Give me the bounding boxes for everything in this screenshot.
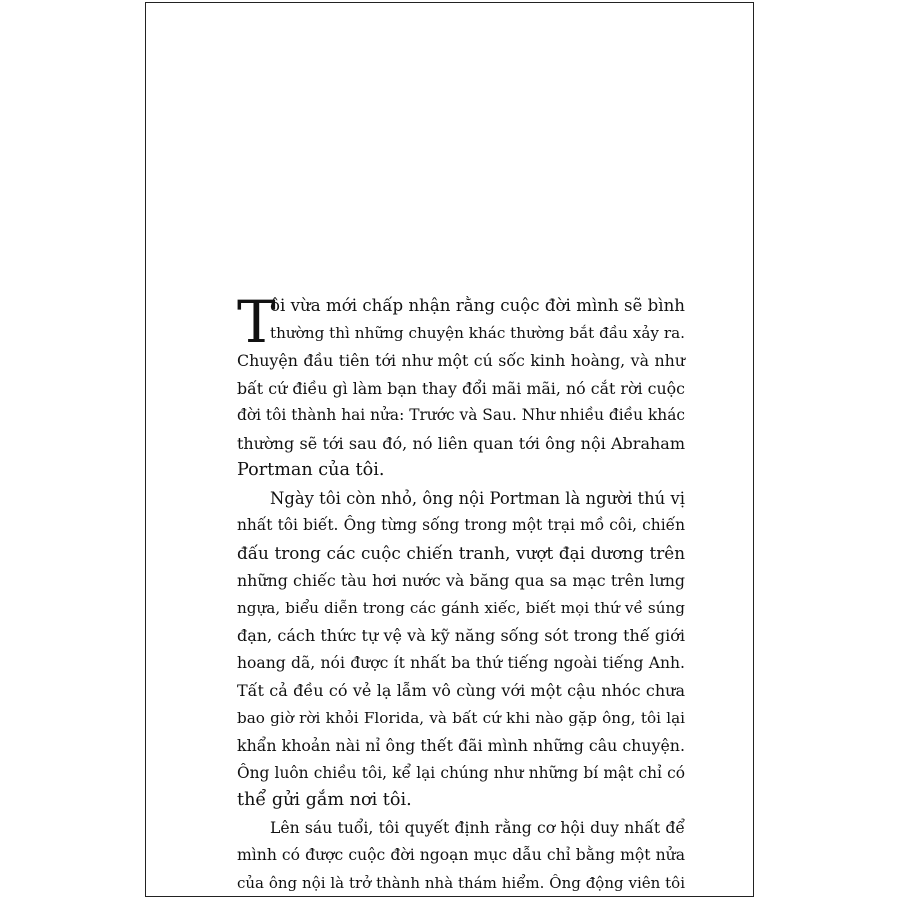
text-line: Chuyện đầu tiên tới như một cú sốc kinh hoàng, và như — [237, 351, 685, 370]
text-line: nhất tôi biết. Ông từng sống trong một trại mồ côi, chiến — [237, 516, 685, 534]
paragraph-2 — [237, 485, 685, 815]
text-line: Ông luôn chiều tôi, kể lại chúng như những bí mật chỉ có — [237, 763, 685, 782]
text-line: Ngày tôi còn nhỏ, ông nội Portman là người thú vị — [270, 488, 685, 508]
text-line: thể gửi gắm nơi tôi. — [237, 790, 412, 810]
text-line: ngựa, biểu diễn trong các gánh xiếc, biết mọi thứ về súng — [237, 598, 685, 617]
paragraph-3 — [237, 815, 685, 898]
text-line: đạn, cách thức tự vệ và kỹ năng sống sót trong thế giới — [237, 626, 685, 645]
text-line: Portman của tôi. — [237, 460, 385, 480]
text-line: bao giờ rời khỏi Florida, và bất cứ khi nào gặp ông, tôi lại — [237, 708, 685, 727]
text-line: thường sẽ tới sau đó, nó liên quan tới ông nội Abraham — [237, 433, 685, 453]
text-line: mình có được cuộc đời ngoạn mục dẫu chỉ bằng một nửa — [237, 846, 685, 864]
text-line: khẩn khoản nài nỉ ông thết đãi mình những câu chuyện. — [237, 736, 685, 755]
body-text — [237, 288, 685, 897]
text-line: thường thì những chuyện khác thường bắt đầu xảy ra. — [270, 323, 685, 342]
text-line: đấu trong các cuộc chiến tranh, vượt đại dương trên — [237, 542, 685, 563]
text-line: những chiếc tàu hơi nước và băng qua sa mạc trên lưng — [237, 571, 685, 590]
paragraph-1 — [237, 288, 685, 485]
text-line: bất cứ điều gì làm bạn thay đổi mãi mãi, nó cắt rời cuộc — [237, 378, 685, 398]
text-line: của ông nội là trở thành nhà thám hiểm. Ông động viên tôi — [237, 873, 685, 892]
text-line: đời tôi thành hai nửa: Trước và Sau. Như nhiều điều khác — [237, 406, 685, 424]
drop-cap: T — [237, 288, 276, 356]
text-line: ôi vừa mới chấp nhận rằng cuộc đời mình sẽ bình — [270, 296, 685, 315]
text-line: Tất cả đều có vẻ lạ lẫm vô cùng với một cậu nhóc chưa — [237, 681, 685, 700]
text-line: Lên sáu tuổi, tôi quyết định rằng cơ hội duy nhất để — [270, 818, 685, 837]
text-line: hoang dã, nói được ít nhất ba thứ tiếng ngoài tiếng Anh. — [237, 653, 685, 672]
